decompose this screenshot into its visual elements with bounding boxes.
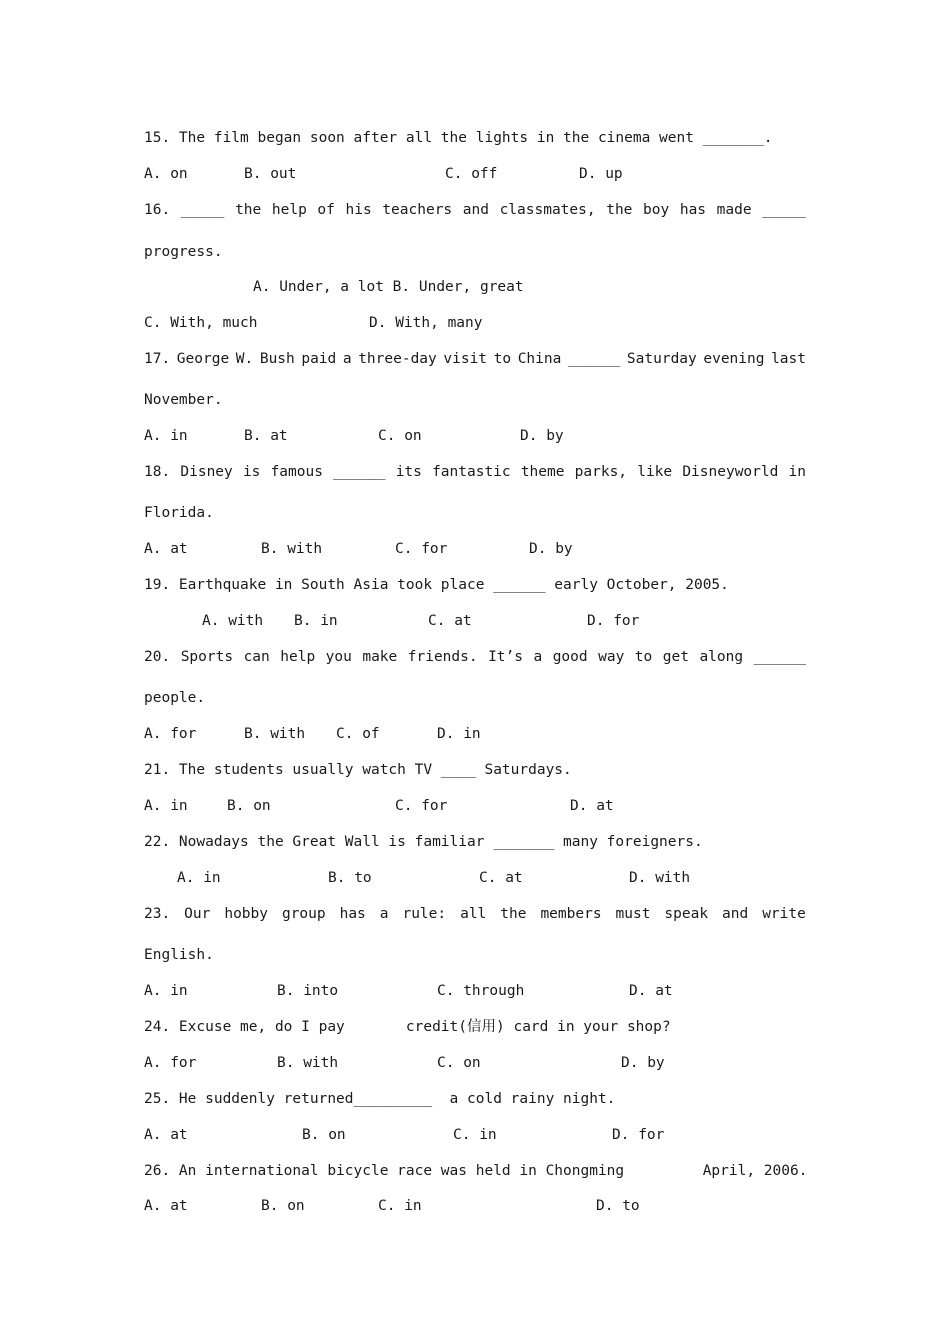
question-19-option-b: B. in: [294, 613, 338, 629]
question-20-stem: 20. Sports can help you make friends. It’s a good way to get along ______: [144, 649, 806, 665]
question-25-option-b: B. on: [302, 1127, 346, 1143]
question-25-option-c: C. in: [453, 1127, 497, 1143]
question-15-stem: 15. The film began soon after all the lights in the cinema went _______.: [144, 130, 773, 146]
question-19-option-a: A. with: [202, 613, 264, 629]
question-23-option-b: B. into: [277, 983, 339, 999]
question-16-continuation: progress.: [144, 244, 223, 260]
question-23-option-c: C. through: [437, 983, 525, 999]
question-19-option-c: C. at: [428, 613, 472, 629]
question-24-option-d: D. by: [621, 1055, 665, 1071]
question-16-option-d: D. With, many: [369, 315, 483, 331]
question-18-continuation: Florida.: [144, 505, 214, 521]
question-15-option-a: A. on: [144, 166, 188, 182]
question-23-stem: 23. Our hobby group has a rule: all the members must speak and write: [144, 906, 806, 922]
question-20-option-d: D. in: [437, 726, 481, 742]
question-19-stem: 19. Earthquake in South Asia took place ______ early October, 2005.: [144, 577, 729, 593]
question-21-option-c: C. for: [395, 798, 448, 814]
question-21-stem: 21. The students usually watch TV ____ Saturdays.: [144, 762, 572, 778]
question-24-stem: 24. Excuse me, do I pay credit(信用) card in your shop?: [144, 1019, 671, 1035]
question-17-option-b: B. at: [244, 428, 288, 444]
question-17-stem: 17. George W. Bush paid a three-day visit to China ______ Saturday evening last: [144, 351, 806, 367]
question-26-option-c: C. in: [378, 1198, 422, 1214]
question-20-option-b: B. with: [244, 726, 306, 742]
question-26-option-b: B. on: [261, 1198, 305, 1214]
question-24-option-a: A. for: [144, 1055, 197, 1071]
question-16-stem: 16. _____ the help of his teachers and classmates, the boy has made _____: [144, 202, 806, 218]
question-21-option-d: D. at: [570, 798, 614, 814]
question-20-option-c: C. of: [336, 726, 380, 742]
question-20-continuation: people.: [144, 690, 206, 706]
question-16-options-ab: A. Under, a lot B. Under, great: [253, 279, 524, 295]
question-22-stem: 22. Nowadays the Great Wall is familiar _______ many foreigners.: [144, 834, 703, 850]
question-23-continuation: English.: [144, 947, 214, 963]
question-25-option-a: A. at: [144, 1127, 188, 1143]
question-17-option-d: D. by: [520, 428, 564, 444]
question-19-option-d: D. for: [587, 613, 640, 629]
question-18-option-a: A. at: [144, 541, 188, 557]
question-15-option-c: C. off: [445, 166, 498, 182]
question-21-option-a: A. in: [144, 798, 188, 814]
question-17-continuation: November.: [144, 392, 223, 408]
question-26-option-d: D. to: [596, 1198, 640, 1214]
question-22-option-c: C. at: [479, 870, 523, 886]
question-25-option-d: D. for: [612, 1127, 665, 1143]
question-17-option-a: A. in: [144, 428, 188, 444]
question-18-option-d: D. by: [529, 541, 573, 557]
question-26-stem: 26. An international bicycle race was held in Chongming April, 2006.: [144, 1163, 808, 1179]
question-21-option-b: B. on: [227, 798, 271, 814]
question-16-option-c: C. With, much: [144, 315, 258, 331]
question-23-option-d: D. at: [629, 983, 673, 999]
question-22-option-a: A. in: [177, 870, 221, 886]
question-20-option-a: A. for: [144, 726, 197, 742]
question-23-option-a: A. in: [144, 983, 188, 999]
question-26-option-a: A. at: [144, 1198, 188, 1214]
question-18-option-c: C. for: [395, 541, 448, 557]
question-18-option-b: B. with: [261, 541, 323, 557]
question-25-stem: 25. He suddenly returned_________ a cold rainy night.: [144, 1091, 616, 1107]
question-18-stem: 18. Disney is famous ______ its fantastic theme parks, like Disneyworld in: [144, 464, 806, 480]
question-24-option-c: C. on: [437, 1055, 481, 1071]
question-15-option-d: D. up: [579, 166, 623, 182]
question-24-option-b: B. with: [277, 1055, 339, 1071]
question-22-option-b: B. to: [328, 870, 372, 886]
question-22-option-d: D. with: [629, 870, 691, 886]
question-15-option-b: B. out: [244, 166, 297, 182]
question-17-option-c: C. on: [378, 428, 422, 444]
